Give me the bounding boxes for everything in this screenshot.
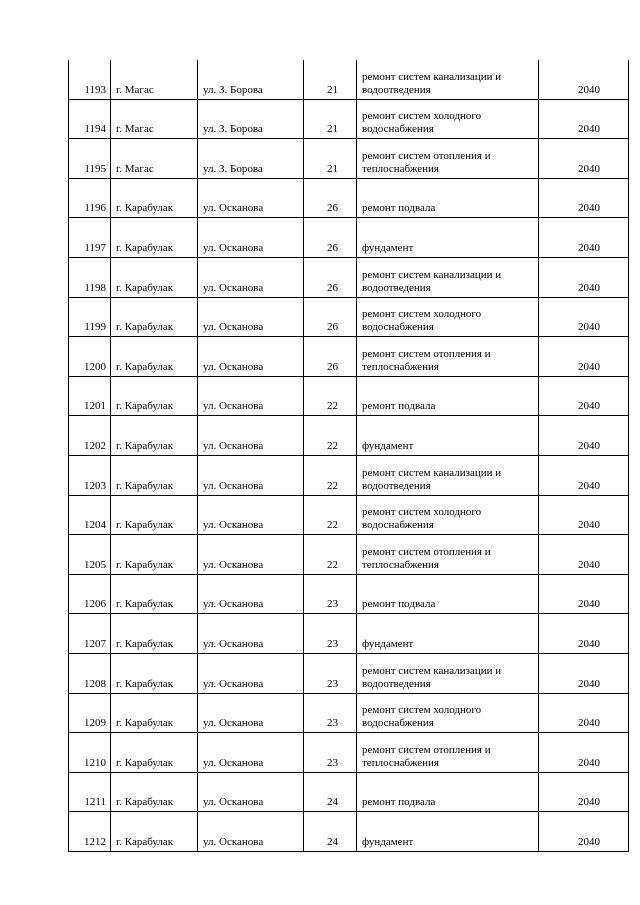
row-number: 1207 <box>69 614 111 654</box>
city-cell: г. Карабулак <box>111 257 198 297</box>
city-cell: г. Магас <box>111 139 198 179</box>
street-cell: ул. Осканова <box>198 178 304 218</box>
work-type-cell: фундамент <box>357 218 539 258</box>
row-number: 1195 <box>69 139 111 179</box>
house-number-cell: 26 <box>304 257 357 297</box>
row-number: 1209 <box>69 693 111 733</box>
year-cell: 2040 <box>539 178 629 218</box>
year-cell: 2040 <box>539 812 629 852</box>
row-number: 1201 <box>69 376 111 416</box>
house-number-cell: 22 <box>304 535 357 575</box>
row-number: 1196 <box>69 178 111 218</box>
house-number-cell: 26 <box>304 218 357 258</box>
work-type-cell: ремонт систем отопления и теплоснабжения <box>357 733 539 773</box>
year-cell: 2040 <box>539 60 629 99</box>
street-cell: ул. Осканова <box>198 535 304 575</box>
table-row <box>69 337 629 377</box>
work-type-cell: ремонт систем холодного водоснабжения <box>357 495 539 535</box>
table-row <box>69 614 629 654</box>
street-cell: ул. Осканова <box>198 574 304 614</box>
table-row <box>69 376 629 416</box>
house-number-cell: 21 <box>304 139 357 179</box>
street-cell: ул. Осканова <box>198 218 304 258</box>
city-cell: г. Карабулак <box>111 733 198 773</box>
work-type-cell: ремонт подвала <box>357 178 539 218</box>
city-cell: г. Карабулак <box>111 495 198 535</box>
street-cell: ул. Осканова <box>198 376 304 416</box>
city-cell: г. Карабулак <box>111 614 198 654</box>
year-cell: 2040 <box>539 574 629 614</box>
street-cell: ул. Осканова <box>198 772 304 812</box>
work-type-cell: ремонт систем холодного водоснабжения <box>357 297 539 337</box>
street-cell: ул. З. Борова <box>198 139 304 179</box>
street-cell: ул. Осканова <box>198 495 304 535</box>
work-type-cell: фундамент <box>357 614 539 654</box>
year-cell: 2040 <box>539 257 629 297</box>
house-number-cell: 23 <box>304 733 357 773</box>
table-row <box>69 99 629 139</box>
city-cell: г. Магас <box>111 60 198 99</box>
house-number-cell: 26 <box>304 178 357 218</box>
row-number: 1198 <box>69 257 111 297</box>
house-number-cell: 21 <box>304 99 357 139</box>
table-row <box>69 455 629 495</box>
row-number: 1210 <box>69 733 111 773</box>
work-type-cell: ремонт систем холодного водоснабжения <box>357 99 539 139</box>
house-number-cell: 23 <box>304 653 357 693</box>
street-cell: ул. Осканова <box>198 297 304 337</box>
work-type-cell: ремонт систем отопления и теплоснабжения <box>357 535 539 575</box>
works-table-body <box>69 60 629 851</box>
street-cell: ул. Осканова <box>198 812 304 852</box>
house-number-cell: 24 <box>304 772 357 812</box>
year-cell: 2040 <box>539 218 629 258</box>
row-number: 1197 <box>69 218 111 258</box>
year-cell: 2040 <box>539 535 629 575</box>
table-row <box>69 574 629 614</box>
city-cell: г. Карабулак <box>111 297 198 337</box>
row-number: 1193 <box>69 60 111 99</box>
year-cell: 2040 <box>539 139 629 179</box>
house-number-cell: 26 <box>304 337 357 377</box>
house-number-cell: 22 <box>304 376 357 416</box>
year-cell: 2040 <box>539 455 629 495</box>
table-row <box>69 693 629 733</box>
street-cell: ул. З. Борова <box>198 60 304 99</box>
table-row <box>69 257 629 297</box>
city-cell: г. Карабулак <box>111 693 198 733</box>
work-type-cell: фундамент <box>357 812 539 852</box>
work-type-cell: ремонт систем отопления и теплоснабжения <box>357 337 539 377</box>
street-cell: ул. Осканова <box>198 337 304 377</box>
table-row <box>69 772 629 812</box>
table-row <box>69 416 629 456</box>
row-number: 1203 <box>69 455 111 495</box>
year-cell: 2040 <box>539 99 629 139</box>
work-type-cell: ремонт систем канализации и водоотведения <box>357 455 539 495</box>
work-type-cell: ремонт систем канализации и водоотведения <box>357 653 539 693</box>
street-cell: ул. Осканова <box>198 455 304 495</box>
city-cell: г. Карабулак <box>111 574 198 614</box>
work-type-cell: ремонт систем холодного водоснабжения <box>357 693 539 733</box>
house-number-cell: 22 <box>304 495 357 535</box>
table-row <box>69 178 629 218</box>
work-type-cell: ремонт систем канализации и водоотведения <box>357 60 539 99</box>
city-cell: г. Карабулак <box>111 535 198 575</box>
row-number: 1194 <box>69 99 111 139</box>
row-number: 1211 <box>69 772 111 812</box>
table-row <box>69 297 629 337</box>
house-number-cell: 23 <box>304 693 357 733</box>
table-row <box>69 733 629 773</box>
work-type-cell: фундамент <box>357 416 539 456</box>
work-type-cell: ремонт подвала <box>357 376 539 416</box>
work-type-cell: ремонт подвала <box>357 772 539 812</box>
street-cell: ул. З. Борова <box>198 99 304 139</box>
city-cell: г. Карабулак <box>111 218 198 258</box>
city-cell: г. Карабулак <box>111 772 198 812</box>
row-number: 1199 <box>69 297 111 337</box>
street-cell: ул. Осканова <box>198 653 304 693</box>
table-row <box>69 812 629 852</box>
year-cell: 2040 <box>539 653 629 693</box>
table-row <box>69 139 629 179</box>
city-cell: г. Карабулак <box>111 178 198 218</box>
house-number-cell: 23 <box>304 614 357 654</box>
row-number: 1212 <box>69 812 111 852</box>
row-number: 1202 <box>69 416 111 456</box>
works-table <box>68 60 629 852</box>
year-cell: 2040 <box>539 614 629 654</box>
work-type-cell: ремонт систем канализации и водоотведения <box>357 257 539 297</box>
city-cell: г. Карабулак <box>111 812 198 852</box>
year-cell: 2040 <box>539 733 629 773</box>
table-row <box>69 60 629 99</box>
house-number-cell: 23 <box>304 574 357 614</box>
city-cell: г. Карабулак <box>111 455 198 495</box>
city-cell: г. Карабулак <box>111 337 198 377</box>
row-number: 1200 <box>69 337 111 377</box>
city-cell: г. Карабулак <box>111 376 198 416</box>
street-cell: ул. Осканова <box>198 257 304 297</box>
street-cell: ул. Осканова <box>198 614 304 654</box>
table-row <box>69 218 629 258</box>
row-number: 1205 <box>69 535 111 575</box>
year-cell: 2040 <box>539 495 629 535</box>
table-row <box>69 535 629 575</box>
city-cell: г. Магас <box>111 99 198 139</box>
house-number-cell: 26 <box>304 297 357 337</box>
house-number-cell: 24 <box>304 812 357 852</box>
table-row <box>69 653 629 693</box>
row-number: 1206 <box>69 574 111 614</box>
year-cell: 2040 <box>539 693 629 733</box>
year-cell: 2040 <box>539 297 629 337</box>
city-cell: г. Карабулак <box>111 416 198 456</box>
year-cell: 2040 <box>539 376 629 416</box>
street-cell: ул. Осканова <box>198 693 304 733</box>
street-cell: ул. Осканова <box>198 733 304 773</box>
year-cell: 2040 <box>539 772 629 812</box>
city-cell: г. Карабулак <box>111 653 198 693</box>
row-number: 1208 <box>69 653 111 693</box>
house-number-cell: 21 <box>304 60 357 99</box>
year-cell: 2040 <box>539 416 629 456</box>
year-cell: 2040 <box>539 337 629 377</box>
row-number: 1204 <box>69 495 111 535</box>
work-type-cell: ремонт систем отопления и теплоснабжения <box>357 139 539 179</box>
street-cell: ул. Осканова <box>198 416 304 456</box>
work-type-cell: ремонт подвала <box>357 574 539 614</box>
house-number-cell: 22 <box>304 455 357 495</box>
house-number-cell: 22 <box>304 416 357 456</box>
table-row <box>69 495 629 535</box>
